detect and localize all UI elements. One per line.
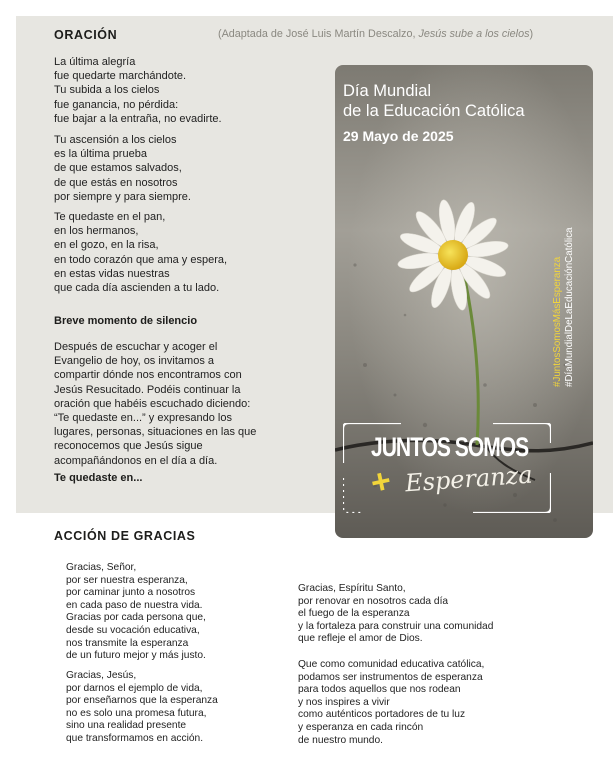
accion-left-stanza-1 — [66, 562, 206, 663]
verse-line: Que como comunidad educativa católica, — [298, 659, 485, 670]
hashtag-juntos: #JuntosSomosMásEsperanza — [552, 256, 563, 387]
verse-line: Gracias, Jesús, — [66, 670, 137, 681]
stanza-3 — [54, 210, 227, 295]
accion-heading: ACCIÓN DE GRACIAS — [54, 529, 196, 543]
verse-line: de un futuro mejor y más justo. — [66, 650, 206, 662]
verse-line: por renovar en nosotros cada día — [298, 595, 449, 607]
verse-line: por darnos el ejemplo de vida, — [66, 682, 203, 694]
logo-plus-icon: + — [367, 461, 395, 503]
poster-title — [343, 81, 525, 121]
silencio-heading: Breve momento de silencio — [54, 315, 198, 327]
paragraph-line: compartir dónde nos encontramos con — [54, 369, 242, 382]
paragraph-line: Evangelio de hoy, os invitamos a — [54, 355, 214, 368]
accion-left-stanza-2 — [66, 670, 218, 746]
poster-date: 29 Mayo de 2025 — [343, 128, 454, 144]
verse-line: para todos aquellos que nos rodean — [298, 684, 461, 696]
verse-line: en todo corazón que ama y espera, — [54, 253, 228, 266]
verse-line: en el gozo, en la risa, — [54, 239, 159, 252]
verse-line: Gracias, Espíritu Santo, — [298, 583, 406, 594]
verse-line: podamos ser instrumentos de esperanza — [298, 671, 483, 683]
attribution-title: Jesús sube a los cielos — [418, 28, 530, 40]
paragraph-line: acompañándonos en el día a día. — [54, 454, 218, 467]
verse-line: fue bajar a la entraña, no evadirte. — [54, 112, 222, 125]
paragraph-line: lugares, personas, situaciones en las que — [54, 426, 257, 439]
oracion-heading: ORACIÓN — [54, 28, 118, 42]
verse-line: por caminar junto a nosotros — [66, 587, 196, 599]
stanza-1 — [54, 55, 222, 126]
hashtag-dia-mundial: #DíaMundialDeLaEducaciónCatólica — [564, 227, 575, 387]
attribution-suffix: ) — [529, 28, 534, 40]
verse-line: de que estamos salvados, — [54, 162, 182, 175]
verse-line: Gracias por cada persona que, — [66, 612, 206, 624]
attribution — [218, 28, 533, 40]
accion-right-stanza-2 — [298, 659, 484, 747]
verse-line: en los hermanos, — [54, 225, 139, 238]
verse-line: y la fortaleza para construir una comunidad — [298, 620, 494, 632]
poster-image — [335, 65, 593, 538]
attribution-prefix: (Adaptada de José Luis Martín Descalzo, — [218, 28, 419, 40]
verse-line: Tu subida a los cielos — [54, 84, 160, 97]
paragraph-line: Después de escuchar y acoger el — [54, 341, 218, 353]
verse-line: no es solo una promesa futura, — [66, 707, 207, 719]
verse-line: nos transmite la esperanza — [66, 637, 189, 649]
verse-line: de que estás en nosotros — [54, 176, 178, 189]
verse-line: desde su vocación educativa, — [66, 624, 200, 636]
campaign-logo — [343, 423, 551, 513]
closing-prompt: Te quedaste en... — [54, 472, 143, 484]
verse-line: en cada paso de nuestra vida. — [66, 599, 203, 611]
verse-line: que transformamos en acción. — [66, 732, 204, 744]
verse-line: Te quedaste en el pan, — [54, 211, 166, 223]
logo-juntos-somos: JUNTOS SOMOS — [371, 432, 529, 462]
verse-line: por siempre y para siempre. — [54, 190, 191, 203]
verse-line: y esperanza en cada rincón — [298, 721, 424, 733]
verse-line: y nos inspires a vivir — [298, 696, 390, 708]
verse-line: Gracias, Señor, — [66, 562, 137, 573]
logo-esperanza: Esperanza — [404, 460, 534, 498]
paragraph-line: oración que habéis escuchado diciendo: — [54, 397, 251, 410]
verse-line: el fuego de la esperanza — [298, 608, 410, 620]
verse-line: de nuestro mundo. — [298, 734, 383, 746]
verse-line: como auténticos portadores de tu luz — [298, 709, 466, 721]
poster-title-line: Día Mundial — [343, 82, 432, 100]
verse-line: en estas vidas nuestras — [54, 267, 170, 280]
silencio-paragraph — [54, 340, 256, 468]
verse-line: La última alegría — [54, 56, 136, 68]
verse-line: sino una realidad presente — [66, 720, 187, 732]
stanza-2 — [54, 133, 191, 204]
paragraph-line: Jesús Resucitado. Podéis continuar la — [54, 383, 241, 396]
verse-line: Tu ascensión a los cielos — [54, 134, 177, 146]
verse-line: que cada día ascienden a tu lado. — [54, 282, 220, 295]
accion-right-stanza-1 — [298, 583, 493, 646]
verse-line: fue quedarte marchándote. — [54, 70, 187, 83]
verse-line: fue ganancia, no pérdida: — [54, 98, 179, 111]
poster-hashtags — [552, 227, 576, 387]
verse-line: es la última prueba — [54, 148, 147, 161]
verse-line: por ser nuestra esperanza, — [66, 574, 188, 586]
verse-line: por enseñarnos que la esperanza — [66, 695, 218, 707]
paragraph-line: reconocemos que Jesús sigue — [54, 440, 203, 453]
poster-title-line: de la Educación Católica — [343, 102, 525, 120]
verse-line: que refleje el amor de Dios. — [298, 633, 423, 645]
paragraph-line: “Te quedaste en...” y expresando los — [54, 412, 232, 425]
